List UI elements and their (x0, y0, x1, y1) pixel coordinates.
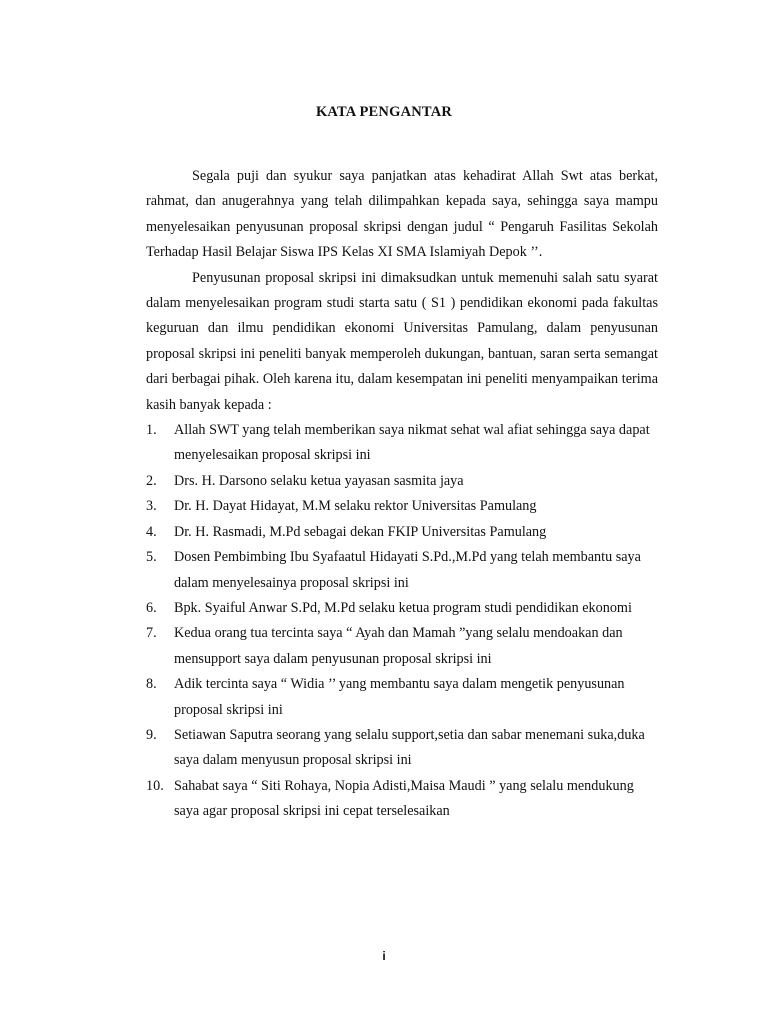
list-number: 2. (146, 472, 157, 489)
list-item (146, 621, 658, 672)
paragraph-intro: Segala puji dan syukur saya panjatkan atas kehadirat Allah Swt atas berkat, rahmat, dan anugerahnya yang telah dilimpahkan kepada saya, sehingga saya mampu menyelesaikan penyusunan proposal skripsi dengan judul “ Pengaruh Fasilitas Sekolah Terhadap Hasil Belajar Siswa IPS Kelas XI SMA Islamiyah Depok ’’. (146, 168, 658, 261)
list-item (146, 596, 658, 621)
list-text: Dr. H. Dayat Hidayat, M.M selaku rektor Universitas Pamulang (174, 498, 537, 515)
list-text: Bpk. Syaiful Anwar S.Pd, M.Pd selaku ketua program studi pendidikan ekonomi (174, 599, 632, 616)
list-item (146, 418, 658, 469)
list-item (146, 672, 658, 723)
list-number: 1. (146, 422, 157, 439)
list-number: 5. (146, 549, 157, 566)
list-item (146, 520, 658, 545)
list-number: 7. (146, 625, 157, 642)
list-number: 4. (146, 523, 157, 540)
list-number: 3. (146, 498, 157, 515)
list-item (146, 545, 658, 596)
list-number: 10. (146, 777, 164, 794)
list-text: Dr. H. Rasmadi, M.Pd sebagai dekan FKIP Universitas Pamulang (174, 523, 547, 540)
list-text: Adik tercinta saya “ Widia ’’ yang membantu saya dalam mengetik penyusunan proposal skripsi ini (174, 676, 625, 718)
list-item (146, 774, 658, 825)
list-number: 9. (146, 726, 157, 743)
page-number: i (382, 949, 386, 963)
acknowledgement-list (146, 418, 658, 825)
list-text: Allah SWT yang telah memberikan saya nikmat sehat wal afiat sehingga saya dapat menyelesaikan proposal skripsi ini (174, 422, 650, 464)
list-text: Drs. H. Darsono selaku ketua yayasan sasmita jaya (174, 472, 464, 489)
list-text: Sahabat saya “ Siti Rohaya, Nopia Adisti,Maisa Maudi ” yang selalu mendukung saya agar proposal skripsi ini cepat terselesaikan (174, 777, 634, 820)
list-text: Setiawan Saputra seorang yang selalu support,setia dan sabar menemani suka,duka saya dalam menyusun proposal skripsi ini (174, 726, 645, 769)
document-body (146, 164, 658, 825)
list-item (146, 494, 658, 519)
page-title: KATA PENGANTAR (315, 104, 453, 120)
list-text: Kedua orang tua tercinta saya “ Ayah dan Mamah ”yang selalu mendoakan dan mensupport saya dalam penyusunan proposal skripsi ini (174, 625, 623, 667)
list-item (146, 469, 658, 494)
list-number: 8. (146, 676, 157, 693)
list-text: Dosen Pembimbing Ibu Syafaatul Hidayati S.Pd.,M.Pd yang telah membantu saya dalam menyelesainya proposal skripsi ini (174, 549, 641, 591)
paragraph-purpose: Penyusunan proposal skripsi ini dimaksudkan untuk memenuhi salah satu syarat dalam menyelesaikan program studi starta satu ( S1 ) pendidikan ekonomi pada fakultas keguruan dan ilmu pendidikan ekonomi Universitas Pamulang, dalam penyusunan proposal skripsi ini peneliti banyak memperoleh dukungan, bantuan, saran serta semangat dari berbagai pihak. Oleh karena itu, dalam kesempatan ini peneliti menyampaikan terima kasih banyak kepada : (146, 269, 658, 413)
list-number: 6. (146, 599, 157, 616)
list-item (146, 723, 658, 774)
